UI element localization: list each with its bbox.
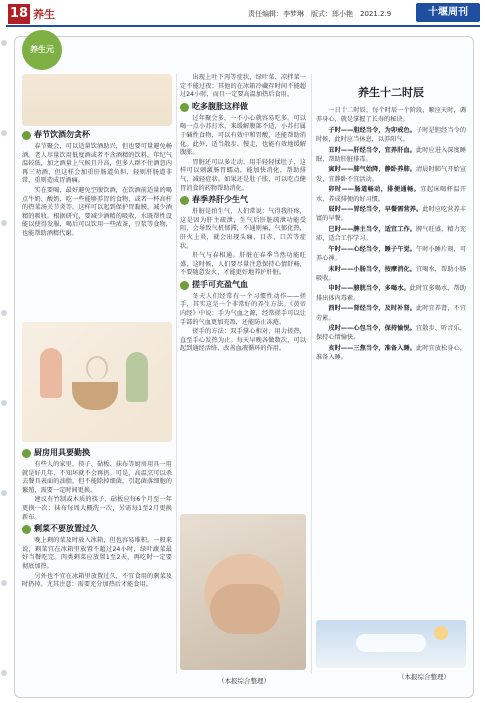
poem-item-text: 此时宜多喝水，帮助排出体内毒素。 <box>316 285 466 302</box>
heading-bullet-icon <box>22 449 31 458</box>
cooking-illustration <box>22 322 172 442</box>
binder-hole <box>1 310 7 316</box>
page-header <box>0 0 485 26</box>
binder-hole <box>1 580 7 586</box>
poem-intro: 一日十二时辰，每个时辰一个阶段，顺应天时，调养身心，就是掌握了长寿的秘诀。 <box>316 107 466 124</box>
poem-item <box>316 344 466 363</box>
poem-item-key: 辰时——胃经当令，早餐需营养。 <box>328 206 423 214</box>
article-paragraph: 搓手的方法：双手掌心相对，用力搓热，直至手心发热为止。每天早晚各做数次，可以起到通经活络、改善血液循环的作用。 <box>180 328 306 353</box>
article-paragraph: 春节聚会，可以适量饮酒助兴，但也要可量避免畅酒。老人尽量饮用低度酒或者不含酒精的饮料，年纪气温较低，加之酒量上气候且升高，但多人群不住酒忽内再三劝酒，但这样会加重肝肠道负担，轻则肝肠道非常，重则造成胃酒痛。 <box>22 143 172 185</box>
poem-item-key: 未时——小肠当令，按摩消化。 <box>328 265 416 273</box>
article-paragraph: 肝气与春相通。肝脏在春季当然功能旺盛，这时候，人们要尽量注意保持心情舒畅，不要随意发火，才能更好地养护肝脏。 <box>180 252 306 277</box>
binder-hole <box>1 40 7 46</box>
poem-item-key: 卯时——肠道畅动，排便通畅。 <box>328 186 421 194</box>
column-middle <box>180 74 306 355</box>
poem-item-text: 此时应进入深度睡眠，帮助肝脏排毒。 <box>316 146 467 164</box>
poem-item-key: 寅时——肺气始降，静卧养肺。 <box>328 166 416 174</box>
source-credit: （本报综合整理） <box>218 677 270 685</box>
article-paragraph: 出现上吐下泻等症状，绿叶菜、凉拌菜一定不能过夜；其他的在冰箱冷藏存时间不能超过24小时，而且一定要高温加热后食用。 <box>180 74 306 99</box>
article-heading: 搓手可充盈气血 <box>180 281 306 290</box>
poem-item-key: 丑时——肝经当令，宜养肝血。 <box>328 146 416 154</box>
column-divider <box>311 74 312 674</box>
article-paragraph: 另外也不宜在冰箱里放置过久，不宜食用的剩菜及时扔掉。尤其注意：需要充分加热后才能食用。 <box>22 572 172 589</box>
page-number: 18 <box>8 4 30 24</box>
poem-item-key: 子时——胆经当令，为卯戒色。 <box>328 126 416 134</box>
poem-item-key: 戌时——心包当令，保持愉悦。 <box>328 324 416 332</box>
poem-item <box>316 324 466 343</box>
poem-item-text: 子时是胆经当令的时候，此时应当休息，以养阳气。 <box>316 126 467 144</box>
poem-item <box>316 126 466 145</box>
article-paragraph: 过年聚会多，一不小心就容易吃多。可以喝一点小苏打水，来缓解腹部不适，小苏打属于碱性食物，可以有效中和胃酸，还能帮助消化。此外，适当散步、慢走，也能有效地缓解腹胀。 <box>180 114 306 157</box>
binder-hole <box>1 130 7 136</box>
poem-item-key: 亥时——三焦当令，准备入睡。 <box>328 344 416 352</box>
heading-bullet-icon <box>22 525 31 534</box>
poem-item <box>316 185 466 204</box>
hands-photo <box>180 514 306 670</box>
poem-item-key: 酉时——肾经当令，及时补肾。 <box>328 305 416 313</box>
column-left-lower <box>22 446 172 591</box>
poem-item <box>316 265 466 284</box>
poem-item-key: 巳时——脾主当令，适宜工作。 <box>328 225 416 233</box>
poem-item-text: 此时宜放松身心，准备入睡。 <box>316 344 467 362</box>
article-paragraph: 实在要喝，最好避免空腹饮酒，在饮酒前适量的喝点牛奶、酸奶，吃一些能够养胃的食物，或者一杯高杆的热菜汤关节炎等。这样可以起到保护胃黏膜，减少酒精的吸收。根据研究，要减少酒精的吸收，水既帮性设能以使得发服，喝后可以饮用一些浓茶，豆浆等食物，也能帮助酒精代谢。 <box>22 186 172 237</box>
binder-hole <box>1 220 7 226</box>
article-paragraph: 胃脏还可以多走动，用手轻轻揉肚子，这样可以刺激肠胃蠕动，能加快消化，帮助排气，减轻症状。如果还是肚子胀，可以吃点健胃消食的药物帮助消化。 <box>180 158 306 192</box>
poem-item-text: 清晨时肺气开始宣发，宜静卧不宜活动。 <box>316 166 467 183</box>
poem-item-text: 此时应吃营养丰富的早餐。 <box>316 206 467 223</box>
poem-item-text: 此时宜养肾，不宜劳累。 <box>316 305 467 322</box>
column-divider <box>176 74 177 674</box>
poem-item <box>316 165 466 184</box>
poem-item-text: 午时小睡片刻，可养心神。 <box>316 245 467 263</box>
column-left <box>22 128 172 240</box>
binder-holes <box>0 30 8 700</box>
poem-item <box>316 284 466 303</box>
heading-bullet-icon <box>180 103 189 112</box>
poem-item-text: 宜起床喝杯温开水，养成排便的好习惯。 <box>316 186 467 203</box>
article-paragraph: 晚上剩的菜及时放入冰箱，但也容易堆积。一般来说，剩菜宜在冰箱里放置不超过24小时，绿叶蔬菜最好当餐吃完。肉类剩菜应放置1至2天，再吃时一定要彻底加热。 <box>22 537 172 570</box>
header-rule <box>6 25 480 27</box>
article-paragraph: 冬天人们经常有一个习惯性动作——搓手，其实这是一个非常好的养生方法。《黄帝内经》中说：手为气血之源，经常搓手可以让手部的气血更加充盈，还能防止冻疮。 <box>180 292 306 326</box>
poem-item-text: 宜喝水，帮助小肠吸收。 <box>316 265 467 282</box>
poem-item <box>316 205 466 224</box>
article-heading: 春季养肝少生气 <box>180 196 306 205</box>
binder-hole <box>1 670 7 676</box>
binder-hole <box>1 490 7 496</box>
poem-item <box>316 146 466 165</box>
poem-item-key: 申时——膀胱当令，多喝水。 <box>328 285 410 293</box>
heading-bullet-icon <box>180 196 189 205</box>
article-heading: 吃多腹胀这样做 <box>180 103 306 112</box>
heading-bullet-icon <box>22 131 31 140</box>
sky-illustration <box>316 620 466 668</box>
poem-body <box>316 106 466 364</box>
poem-item-key: 午时——心经当令，睡子午觉。 <box>328 245 416 253</box>
section-name: 养生 <box>33 8 55 21</box>
poem-item-text: 宜散步、听音乐，保持心情愉快。 <box>316 324 467 342</box>
source-credit: （本报综合整理） <box>398 673 450 681</box>
poem-title: 养生十二时辰 <box>358 86 424 99</box>
poem-item <box>316 245 466 264</box>
binder-hole <box>1 400 7 406</box>
newspaper-logo: 十堰周刊 <box>416 3 480 22</box>
section-badge: 养生元 <box>22 30 62 70</box>
article-heading: 春节饮酒勿贪杯 <box>22 131 172 140</box>
article-paragraph: 有些人的家里，筷子、砧板、抹布等厨房用具一用就是好几年，不知坏就不会再扔。可是，高温烹可以杀去餐具表面的油脂，但不能除掉细菌，引起菌落细胞的繁殖，需要一定时间更换。 <box>22 461 172 494</box>
decorative-flower-illustration <box>22 74 172 126</box>
article-heading: 厨房用具要勤换 <box>22 449 172 458</box>
article-heading: 剩菜不要放置过久 <box>22 525 172 534</box>
article-paragraph: 肝脏是怕生气，人们常说：气得我肝疼，这是因为肝主疏泄，生气后肝脏疏泄功能受阻，会导致气机郁滞，不通则痛，气郁化热，肝火上炎，就会出现头痛、目赤、口苦等症状。 <box>180 208 306 250</box>
article-paragraph: 建议有竹制或木质的筷子、砧板应每6个月至一年更换一次；抹布每周大概洗一次，另需每1至2月更换新布。 <box>22 496 172 521</box>
editor-credits: 责任编辑：李梦琳 版式：郎小艳 2021.2.9 <box>248 10 392 18</box>
poem-item <box>316 225 466 244</box>
poem-item-text: 脾气旺盛，精力充沛，适合工作学习。 <box>316 225 467 243</box>
poem-item <box>316 304 466 323</box>
heading-bullet-icon <box>180 281 189 290</box>
